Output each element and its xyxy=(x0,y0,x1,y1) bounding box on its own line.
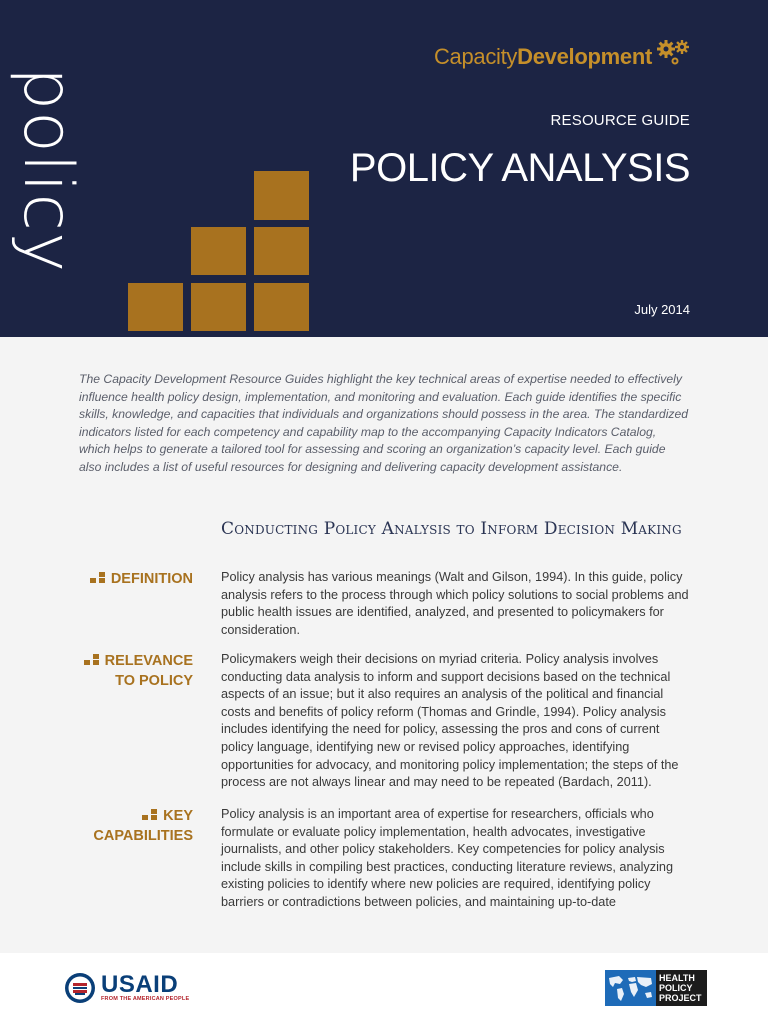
logo-text-development: Development xyxy=(517,44,652,69)
blocks-icon xyxy=(90,572,105,583)
step-block xyxy=(254,227,309,275)
usaid-seal-icon xyxy=(64,972,96,1004)
section-heading: Conducting Policy Analysis to Inform Decision Making xyxy=(221,519,682,539)
relevance-text: Policymakers weigh their decisions on myriad criteria. Policy analysis involves conducting data analysis to inform and support decisions based on the technical aspects of an issue; but it also requires an analysis of the political and financial costs and benefits of policy reform (Thomas and Grindle, 1994). Policy analysis includes identifying the need for policy, assessing the pros and cons of current policy language, identifying new or revised policy approaches, identifying opportunities for advocacy, and monitoring policy implementation; the steps of the process are not always linear and may need to be repeated (Bardach, 2011). xyxy=(221,652,679,790)
hpp-line-policy: POLICY xyxy=(659,983,693,993)
relevance-label xyxy=(60,651,193,691)
hpp-line-project: PROJECT xyxy=(659,993,702,1003)
page-title: POLICY ANALYSIS xyxy=(349,146,690,190)
vertical-policy-word: policy xyxy=(8,67,87,274)
capacity-development-logo xyxy=(434,44,692,70)
usaid-logo xyxy=(64,972,189,1004)
cover-banner xyxy=(0,0,768,337)
intro-paragraph: The Capacity Development Resource Guides highlight the key technical areas of expertise needed to effectively influence health policy design, implementation, and monitoring and evaluation. Each guide identifies the specific skills, knowledge, and capacities that individuals and organizations should possess in the area. The standardized indicators listed for each competency and capability map to the accompanying Capacity Indicators Catalog, which helps to generate a tailored tool for assessing and scoring an organization’s capacity level. Each guide also includes a list of useful resources for designing and delivering capacity development assistance. xyxy=(79,372,689,474)
gears-icon xyxy=(654,37,692,67)
health-policy-project-logo xyxy=(605,970,707,1006)
blocks-icon xyxy=(142,809,157,820)
key-capabilities-label xyxy=(90,806,193,846)
relevance-label-text: RELEVANCE TO POLICY xyxy=(104,653,193,689)
definition-label-text: DEFINITION xyxy=(110,571,193,587)
step-block xyxy=(191,283,246,331)
step-block xyxy=(254,171,309,220)
usaid-name: USAID xyxy=(101,971,179,998)
resource-guide-label: RESOURCE GUIDE xyxy=(550,112,690,129)
world-map-icon xyxy=(605,970,656,1006)
step-block xyxy=(128,283,183,331)
publication-date: July 2014 xyxy=(634,302,690,317)
blocks-icon xyxy=(84,654,99,665)
key-capabilities-label-text: KEY CAPABILITIES xyxy=(93,808,193,844)
hpp-wordmark xyxy=(656,970,707,1006)
usaid-tagline: FROM THE AMERICAN PEOPLE xyxy=(101,996,190,1002)
logo-text-capacity: Capacity xyxy=(433,44,518,69)
hpp-line-health: HEALTH xyxy=(659,973,695,983)
definition-text: Policy analysis has various meanings (Walt and Gilson, 1994). In this guide, policy analysis refers to the process through which policy solutions to social problems and public health issues are identified, analyzed, and presented to policymakers for consideration. xyxy=(221,570,689,637)
step-block xyxy=(254,283,309,331)
key-capabilities-text: Policy analysis is an important area of expertise for researchers, officials who formulate or evaluate policy implementation, health advocates, investigative journalists, and other policy stakeholders. Key competencies for policy analysis include skills in compiling best practices, conducting literature reviews, analyzing existing policies to identify where new policies are required, identifying policy barriers or contradictions between policies, and maintaining up-to-date xyxy=(221,807,674,909)
step-block xyxy=(191,227,246,275)
definition-label xyxy=(60,569,193,589)
